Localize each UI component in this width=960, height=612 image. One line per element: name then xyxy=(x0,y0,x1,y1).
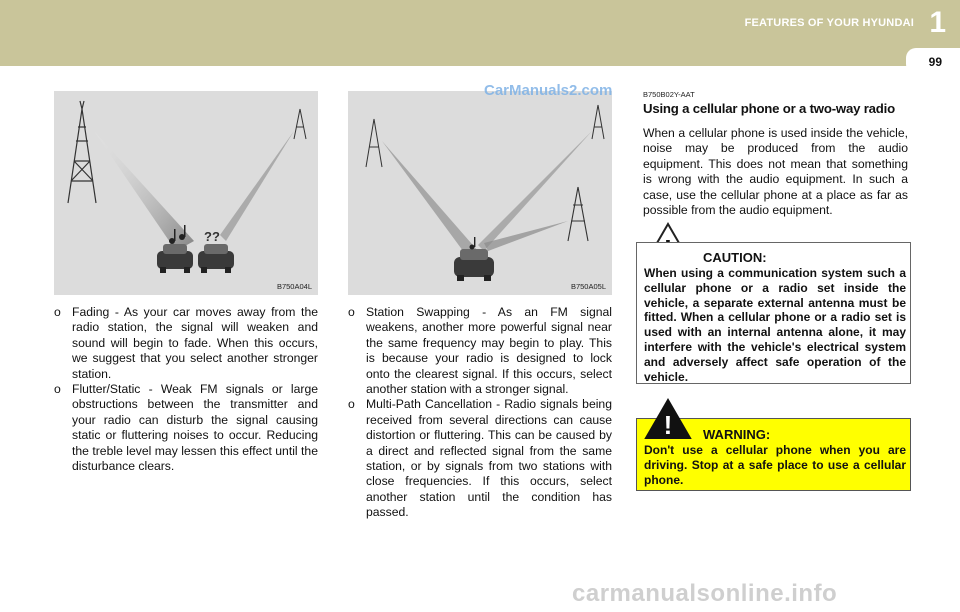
list-item-text: Station Swapping - As an FM signal weakens, another more powerful signal near the same frequency may begin to play. This is because your radio is designed to lock onto the clearest signal. If this occurs, select another station with a stronger signal. xyxy=(366,305,612,397)
radio-tower-icon xyxy=(568,187,588,241)
signal-beam xyxy=(382,141,478,255)
bullet-marker: o xyxy=(348,397,355,412)
fading-illustration xyxy=(54,91,318,295)
list-item xyxy=(348,305,612,397)
warning-heading: WARNING: xyxy=(703,427,771,442)
header-band xyxy=(0,0,960,66)
warning-text: Don't use a cellular phone when you are driving. Stop at a safe place to use a cellular phone. xyxy=(644,443,906,487)
signal-beam xyxy=(94,131,194,251)
figure-fading xyxy=(54,91,318,295)
signal-beam xyxy=(220,131,294,241)
bullet-marker: o xyxy=(54,382,61,397)
car-icon xyxy=(157,244,193,273)
section-body: When a cellular phone is used inside the vehicle, noise may be produced from the audio equipment. This does not mean that something is wrong with the audio equipment. In such a case, use the cellular phone at a place as far as possible from the audio equipment. xyxy=(643,126,908,218)
chapter-title: FEATURES OF YOUR HYUNDAI xyxy=(744,17,914,29)
alert-symbol: ! xyxy=(663,410,673,440)
radio-tower-icon xyxy=(294,109,306,139)
page-number: 99 xyxy=(928,55,942,69)
watermark-top: CarManuals2.com xyxy=(484,82,613,99)
list-item xyxy=(54,382,318,474)
figure-code: B750A04L xyxy=(276,282,312,291)
chapter-number: 1 xyxy=(929,6,946,39)
car-icon xyxy=(198,244,234,273)
figure-station-swapping xyxy=(348,91,612,295)
middle-column xyxy=(348,305,612,521)
list-item-text: Multi-Path Cancellation - Radio signals being received from several directions can cause distortion or fluttering. This can be caused by a direct and reflected signal from the same station, or by signals from two stations with close frequencies. If this occurs, select another station until the condition has passed. xyxy=(366,397,612,520)
list-item-text: Fading - As your car moves away from the radio station, the signal will weaken and sound will begin to fade. When this occurs, we suggest that you select another stronger station. xyxy=(72,305,318,381)
caution-text: When using a communication system such a cellular phone or a radio set inside the vehicle, a separate external antenna must be fitted. When a cellular phone or a radio set is used with an internal antenna alone, it may interfere with the vehicle's electrical system and adversely affect safe operation of the vehicle. xyxy=(644,266,906,384)
bullet-marker: o xyxy=(54,305,61,319)
radio-tower-icon xyxy=(68,101,96,203)
section-title: Using a cellular phone or a two-way radio xyxy=(643,101,895,116)
caution-heading: CAUTION: xyxy=(703,250,767,265)
bullet-marker: o xyxy=(348,305,355,319)
caution-box xyxy=(636,242,911,384)
radio-tower-icon xyxy=(366,119,382,167)
question-marks: ?? xyxy=(204,229,220,244)
figure-code: B750A05L xyxy=(570,282,606,291)
car-icon xyxy=(454,249,494,281)
list-item xyxy=(54,305,318,382)
list-item-text: Flutter/Static - Weak FM signals or large obstructions between the transmitter and your radio can disturb the signal causing static or fluttering noises to occur. Reducing the treble level may lessen this effect until the disturbance clears. xyxy=(72,382,318,474)
multipath-illustration xyxy=(348,91,612,295)
radio-tower-icon xyxy=(592,105,604,139)
warning-triangle-icon xyxy=(644,398,692,440)
watermark-bottom: carmanualsonline.info xyxy=(572,580,838,607)
list-item xyxy=(348,397,612,520)
left-column xyxy=(54,305,318,474)
section-code: B750B02Y-AAT xyxy=(643,90,695,99)
